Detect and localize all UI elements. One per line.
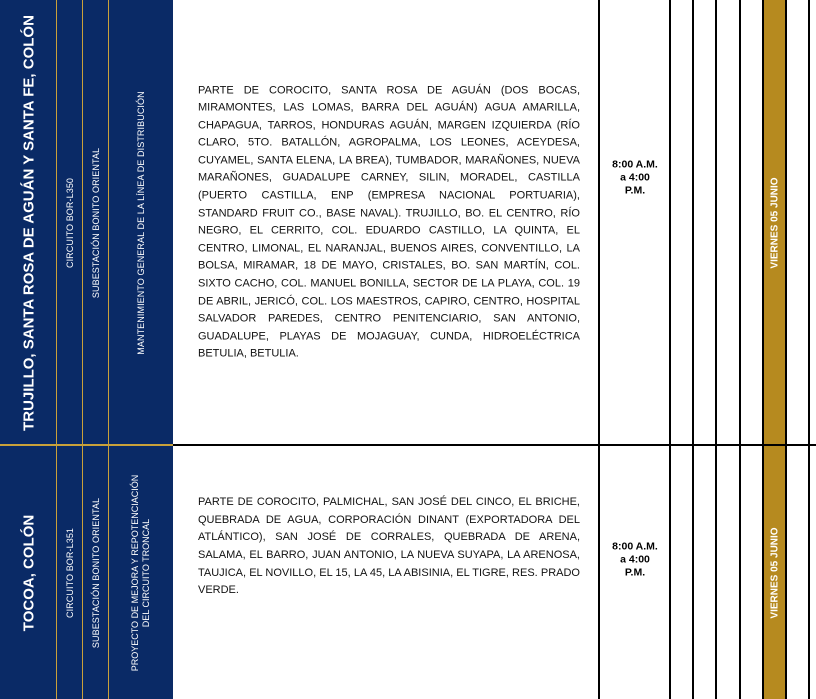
column-divider xyxy=(669,0,671,699)
column-divider xyxy=(598,0,600,699)
column-divider xyxy=(715,0,717,699)
column-divider xyxy=(762,0,764,699)
circuit-label: CIRCUITO BOR-L350 xyxy=(65,177,75,268)
column-divider xyxy=(108,0,109,699)
circuit-cell xyxy=(57,446,83,699)
column-divider xyxy=(692,0,694,699)
column-divider xyxy=(808,0,810,699)
column-divider xyxy=(56,0,57,699)
affected-areas: PARTE DE COROCITO, SANTA ROSA DE AGUÁN (DOS BOCAS, MIRAMONTES, LAS LOMAS, BARRA DEL AGUÁN) AGUA AMARILLA, CHAPAGUA, TARROS, HONDURAS AGUÁN, MARGEN IZQUIERDA (RÍO CLARO, 5TO. BATALLÓN, AGROPALMA, LOS LEONES, ACEYDESA, CUYAMEL, SANTA ELENA, LA BREA), TUMBADOR, MARAÑONES, NUEVA MARAÑONES, GUADALUPE CARNEY, SILIN, MORADEL, CASTILLA (PUERTO CASTILLA, ENP (EMPRESA NACIONAL PORTUARIA), STANDARD FRUIT CO., BASE NAVAL). TRUJILLO, BO. EL CENTRO, RÍO NEGRO, EL CERRITO, COL. EDUARDO CASTILLO, LA QUINTA, EL CENTRO, LIMONAL, EL NARANJAL, BUENOS AIRES, CONVENTILLO, LA BOLSA, MIRAMAR, 18 DE MAYO, CRISTALES, BO. SAN MARTÍN, COL. SIXTO CACHO, COL. MANUEL BONILLA, SECTOR DE LA PLAYA, COL. 19 DE ABRIL, JERICÓ, COL. LOS MAESTROS, CAPIRO, CENTRO, HOSPITAL SALVADOR PAREDES, CENTRO PENITENCIARIO, SAN ANTONIO, GUADALUPE, PLAYAS DE MOJAGUAY, CUNDA, HIDROELÉCTRICA BETULIA, BETULIA. xyxy=(198,83,580,360)
work-description: PROYECTO DE MEJORA Y REPOTENCIACIÓN DEL CIRCUITO TRONCAL xyxy=(130,474,151,671)
day-cell xyxy=(764,0,785,445)
substation-label: SUBESTACIÓN BONITO ORIENTAL xyxy=(91,497,101,648)
day-label: VIERNES 05 JUNIO xyxy=(769,526,780,619)
day-label: VIERNES 05 JUNIO xyxy=(769,176,780,269)
affected-areas: PARTE DE COROCITO, PALMICHAL, SAN JOSÉ DEL CINCO, EL BRICHE, QUEBRADA DE AGUA, CORPORACIÓN DINANT (EXPORTADORA DEL ATLÁNTICO), SAN JOSÉ DE CORRALES, QUEBRADA DE ARENA, SALAMA, EL BARRO, JUAN ANTONIO, LA NUEVA SUYAPA, LA ARENOSA, TAUJICA, EL NOVILLO, EL 15, LA 45, LA ABISINIA, EL TIGRE, RES. PRADO VERDE. xyxy=(198,496,580,597)
time-cell xyxy=(600,0,670,445)
work-description: MANTENIMIENTO GENERAL DE LA LÍNEA DE DISTRIBUCIÓN xyxy=(136,90,146,355)
location-cell xyxy=(0,0,57,445)
areas-cell xyxy=(173,446,598,699)
time-cell xyxy=(600,446,670,699)
row-divider xyxy=(0,444,173,446)
circuit-cell xyxy=(57,0,83,445)
location-cell xyxy=(0,446,57,699)
location-label: TOCOA, COLÓN xyxy=(20,514,37,631)
day-cell xyxy=(764,446,785,699)
substation-cell xyxy=(83,446,109,699)
work-cell xyxy=(109,0,173,445)
substation-label: SUBESTACIÓN BONITO ORIENTAL xyxy=(91,147,101,298)
column-divider xyxy=(82,0,83,699)
areas-cell xyxy=(173,0,598,445)
location-label: TRUJILLO, SANTA ROSA DE AGUÁN Y SANTA FE, COLÓN xyxy=(20,14,37,431)
substation-cell xyxy=(83,0,109,445)
column-divider xyxy=(739,0,741,699)
work-cell xyxy=(109,446,173,699)
column-divider xyxy=(785,0,787,699)
time-range: 8:00 A.M. a 4:00 P.M. xyxy=(612,540,658,579)
time-range: 8:00 A.M. a 4:00 P.M. xyxy=(612,158,658,197)
circuit-label: CIRCUITO BOR-L351 xyxy=(65,527,75,618)
